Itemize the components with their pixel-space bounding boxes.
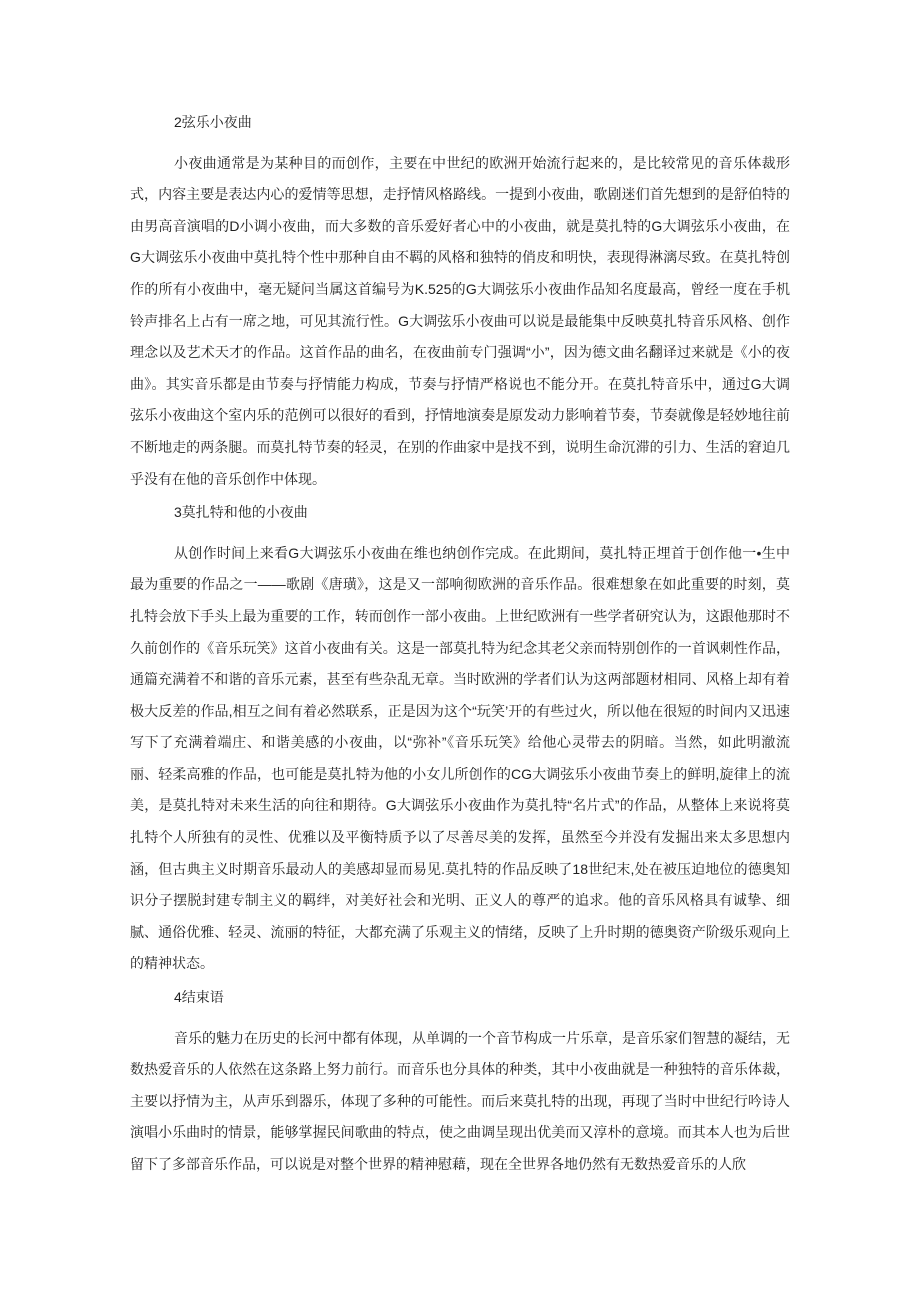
section-paragraph: 从创作时间上来看G大调弦乐小夜曲在维也纳创作完成。在此期间，莫扎特正埋首于创作他一•生中最为重要的作品之一——歌剧《唐璜》，这是又一部响彻欧洲的音乐作品。很难想象在如此重要的时刻，莫扎特会放下手头上最为重要的工作，转而创作一部小夜曲。上世纪欧洲有一些学者研究认为，这跟他那时不久前创作的《音乐玩笑》这首小夜曲有关。这是一部莫扎特为纪念其老父亲而特别创作的一首讽刺性作品，通篇充满着不和谐的音乐元素，甚至有些杂乱无章。当时欧洲的学者们认为这两部题材相同、风格上却有着极大反差的作品,相互之间有着必然联系，正是因为这个“玩笑’开的有些过火，所以他在很短的时间内又迅速写下了充满着端庄、和谐美感的小夜曲，以“弥补”《音乐玩笑》给他心灵带去的阴暗。当然，如此明澈流丽、轻柔高雅的作品，也可能是莫扎特为他的小女儿所创作的CG大调弦乐小夜曲节奏上的鲜明,旋律上的流美，是莫扎特对未来生活的向往和期待。G大调弦乐小夜曲作为莫扎特“名片式”的作品，从整体上来说将莫扎特个人所独有的灵性、优雅以及平衡特质予以了尽善尽美的发挥，虽然至今并没有发掘出来太多思想内涵，但古典主义时期音乐最动人的美感却显而易见.莫扎特的作品反映了18世纪末,处在被压迫地位的德奥知识分子摆脱封建专制主义的羁绊，对美好社会和光明、正义人的尊严的追求。他的音乐风格具有诚挚、细腻、通俗优雅、轻灵、流丽的特征，大都充满了乐观主义的情绪，反映了上升时期的德奥资产阶级乐观向上的精神状态。 — [130, 544, 790, 972]
section-heading: 2弦乐小夜曲 — [174, 114, 252, 130]
section-heading: 3莫扎特和他的小夜曲 — [174, 504, 308, 521]
section-paragraph: 小夜曲通常是为某种目的而创作，主要在中世纪的欧洲开始流行起来的，是比较常见的音乐体裁形式，内容主要是表达内心的爱情等思想，走抒情风格路线。一提到小夜曲，歌剧迷们首先想到的是舒伯特的由男高音演唱的D小调小夜曲，而大多数的音乐爱好者心中的小夜曲，就是莫扎特的G大调弦乐小夜曲，在G大调弦乐小夜曲中莫扎特个性中那种自由不羁的风格和独特的俏皮和明快，表现得淋漓尽致。在莫扎特创作的所有小夜曲中，毫无疑问当属这首编号为K.525的G大调弦乐小夜曲作品知名度最高，曾经一度在手机铃声排名上占有一席之地，可见其流行性。G大调弦乐小夜曲可以说是最能集中反映莫扎特音乐风格、创作理念以及艺术天才的作品。这首作品的曲名，在夜曲前专门强调“小”，因为德文曲名翻译过来就是《小的夜曲》。其实音乐都是由节奏与抒情能力构成，节奏与抒情严格说也不能分开。在莫扎特音乐中，通过G大调弦乐小夜曲这个室内乐的范例可以很好的看到，抒情地演奏是原发动力影响着节奏，节奏就像是轻妙地往前不断地走的两条腿。而莫扎特节奏的轻灵，在别的作曲家中是找不到，说明生命沉滞的引力、生活的窘迫几乎没有在他的音乐创作中体现。 — [130, 154, 790, 487]
section-paragraph: 音乐的魅力在历史的长河中都有体现，从单调的一个音节构成一片乐章，是音乐家们智慧的凝结，无数热爱音乐的人依然在这条路上努力前行。而音乐也分具体的种类，其中小夜曲就是一种独特的音乐体裁，主要以抒情为主，从声乐到器乐，体现了多种的可能性。而后来莫扎特的出现，再现了当时中世纪行吟诗人演唱小乐曲时的情景，能够掌握民间歌曲的特点，使之曲调呈现出优美而又淳朴的意境。而其本人也为后世留下了多部音乐作品，可以说是对整个世界的精神慰藉，现在全世界各地仍然有无数热爱音乐的人欣 — [130, 1029, 790, 1172]
section-mozart-and-his-serenade — [130, 497, 790, 980]
section-heading: 4结束语 — [174, 989, 224, 1006]
section-conclusion — [130, 982, 790, 1181]
section-string-serenade — [130, 107, 790, 495]
